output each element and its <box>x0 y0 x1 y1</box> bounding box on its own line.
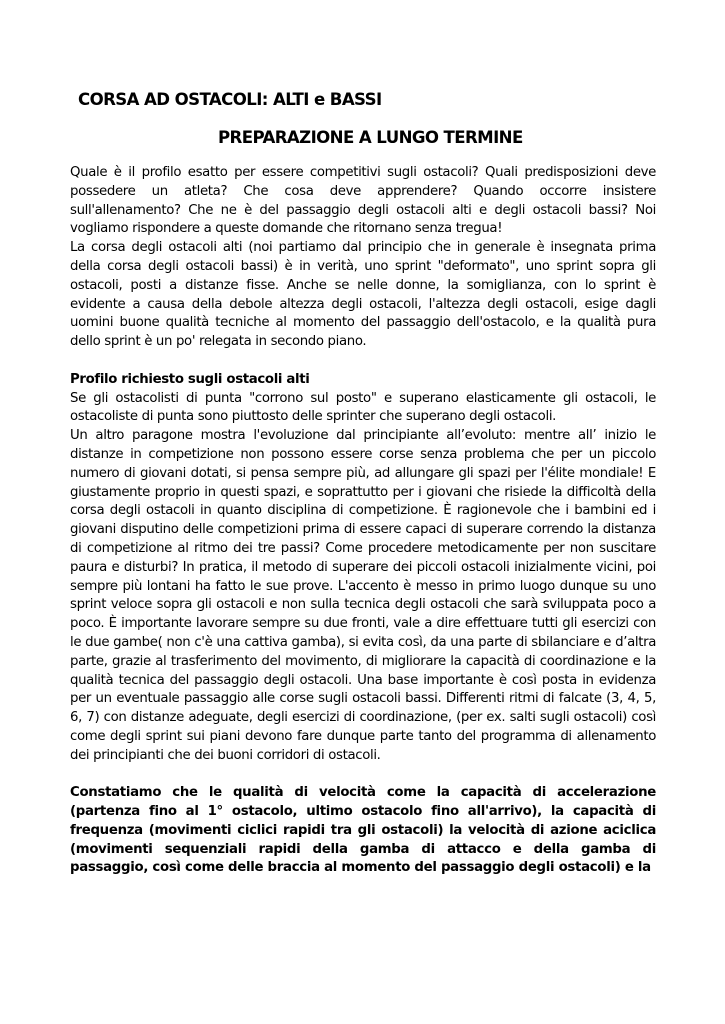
document-body <box>70 164 656 878</box>
section-paragraph-2: Un altro paragone mostra l'evoluzione dal principiante all’evoluto: mentre all’ inizio le distanze in competizione non possono essere corse senza problema che per un piccolo numero di giovani dotati, si pensa sempre più, ad allungare gli spazi per l'élite mondiale! E giustamente proprio in questi spazi, e soprattutto per i giovani che risiede la difficoltà della corsa degli ostacoli in quanto disciplina di competizione. È ragionevole che i bambini ed i giovani disputino delle competizioni prima di essere capaci di superare correndo la distanza di competizione al ritmo dei tre passi? Come procedere metodicamente per non suscitare paura e disturbi? In pratica, il metodo di superare dei piccoli ostacoli inizialmente vicini, poi sempre più lontani ha fatto le sue prove. L'accento è messo in primo luogo dunque su uno sprint veloce sopra gli ostacoli e non sulla tecnica degli ostacoli che sarà sviluppata poco a poco. È importante lavorare sempre su due fronti, vale a dire effettuare tutti gli esercizi con le due gambe( non c'è una cattiva gamba), si evita così, da una parte di sbilanciare e d’altra parte, grazie al trasferimento del movimento, di migliorare la capacità di coordinazione e la qualità tecnica del passaggio degli ostacoli. Una base importante è così posta in evidenza per un eventuale passaggio alle corse sugli ostacoli bassi. Differenti ritmi di falcate (3, 4, 5, 6, 7) con distanze adeguate, degli esercizi di coordinazione, (per ex. salti sugli ostacoli) così come degli sprint sui piani devono fare dunque parte tanto del programma di allenamento dei principianti che dei buoni corridori di ostacoli. <box>70 428 656 763</box>
alti-paragraph: La corsa degli ostacoli alti (noi partiamo dal principio che in generale è insegnata prima della corsa degli ostacoli bassi) è in verità, uno sprint "deformato", uno sprint sopra gli ostacoli, posti a distanze fisse. Anche se nelle donne, la somiglianza, con lo sprint è evidente a causa della debole altezza degli ostacoli, l'altezza degli ostacoli, esige dagli uomini buone qualità tecniche al momento del passaggio dell'ostacolo, e la qualità pura dello sprint è un po' relegata in secondo piano. <box>70 240 656 350</box>
intro-paragraph: Quale è il profilo esatto per essere competitivi sugli ostacoli? Quali predisposizioni deve possedere un atleta? Che cosa deve apprendere? Quando occorre insistere sull'allenamento? Che ne è del passaggio degli ostacoli alti e degli ostacoli bassi? Noi vogliamo rispondere a queste domande che ritornano senza tregua! <box>70 165 656 237</box>
paragraph-spacer <box>70 766 656 785</box>
section-paragraph-1: Se gli ostacolisti di punta "corrono sul posto" e superano elasticamente gli ostacoli, le ostacoliste di punta sono piuttosto delle sprinter che superano degli ostacoli. <box>70 390 656 425</box>
section-heading: Profilo richiesto sugli ostacoli alti <box>70 371 310 387</box>
paragraph-spacer <box>70 352 656 371</box>
bold-paragraph: Constatiamo che le qualità di velocità come la capacità di accelerazione (partenza fino al 1° ostacolo, ultimo ostacolo fino all'arrivo), la capacità di frequenza (movimenti ciclici rapidi tra gli ostacoli) la velocità di azione aciclica (movimenti sequenziali rapidi della gamba di attacco e della gamba di passaggio, così come delle braccia al momento del passaggio degli ostacoli) e la <box>70 785 656 876</box>
document-title: CORSA AD OSTACOLI: ALTI e BASSI <box>78 90 382 109</box>
document-subtitle: PREPARAZIONE A LUNGO TERMINE <box>218 128 523 147</box>
